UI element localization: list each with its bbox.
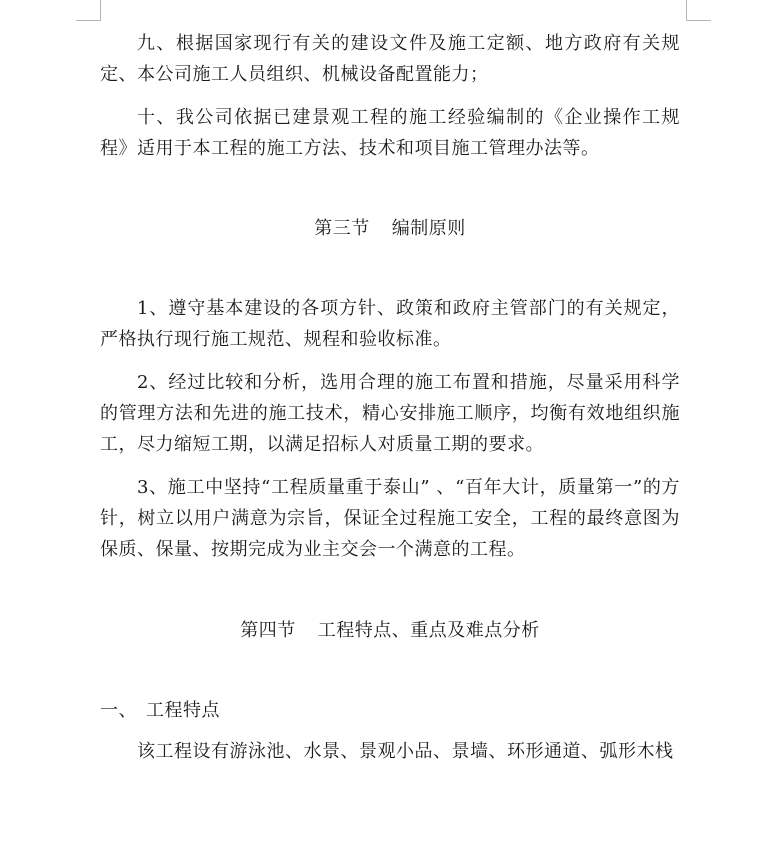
principle-item-2: 2、经过比较和分析，选用合理的施工布置和措施，尽量采用科学的管理方法和先进的施工技术，精心安排施工顺序，均衡有效地组织施工，尽力缩短工期，以满足招标人对质量工期的要求。	[100, 372, 680, 455]
section-number: 第四节	[240, 620, 296, 641]
subsection-heading-1	[100, 695, 680, 726]
section-number: 第三节	[314, 218, 370, 239]
paragraph-item-9: 九、根据国家现行有关的建设文件及施工定额、地方政府有关规定、本公司施工人员组织、机械设备配置能力；	[100, 33, 680, 85]
document-body	[100, 28, 680, 767]
margin-corner-mark-right	[686, 0, 711, 21]
principle-item-3: 3、施工中坚持“工程质量重于泰山” 、“百年大计，质量第一”的方针，树立以用户满意为宗旨，保证全过程施工安全，工程的最终意图为保质、保量、按期完成为业主交会一个满意的工程。	[100, 477, 680, 560]
margin-corner-mark-left	[76, 0, 101, 21]
subsection-title: 工程特点	[146, 700, 220, 721]
body-paragraph: 该工程设有游泳池、水景、景观小品、景墙、环形通道、弧形木栈	[137, 741, 674, 762]
subsection-number: 一、	[100, 700, 137, 721]
principle-item-1: 1、遵守基本建设的各项方针、政策和政府主管部门的有关规定，严格执行现行施工规范、规程和验收标准。	[100, 298, 680, 350]
section-heading-4	[100, 615, 680, 646]
paragraph-item-10: 十、我公司依据已建景观工程的施工经验编制的《企业操作工规程》适用于本工程的施工方法、技术和项目施工管理办法等。	[100, 107, 680, 159]
section-title: 编制原则	[391, 218, 466, 239]
section-heading-3	[100, 213, 680, 244]
section-title: 工程特点、重点及难点分析	[317, 620, 540, 641]
